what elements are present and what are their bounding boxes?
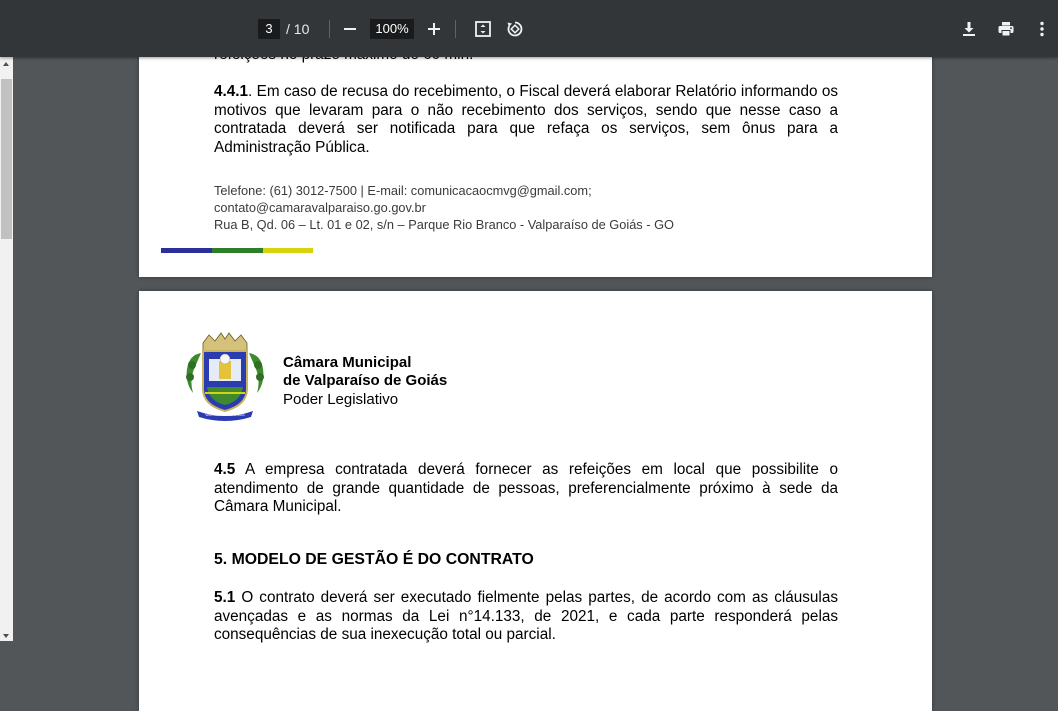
clause-number: 5.1 [214,589,236,606]
municipal-crest-logo [183,331,267,425]
download-icon[interactable] [957,17,981,41]
paragraph-4-4-1 [214,83,838,157]
pdf-page-previous [139,37,932,277]
scroll-down-icon[interactable] [3,634,9,638]
paragraph-5-1 [214,589,838,645]
paragraph-4-5 [214,461,838,517]
footer-contact-email: contato@camaravalparaiso.go.gov.br [214,200,426,215]
crest-ribbon-text: VALPARAÍSO DE GOIÁS [205,413,245,417]
clause-number: 4.5 [214,461,236,478]
zoom-in-icon[interactable] [422,17,446,41]
page-number-input[interactable]: 3 [258,19,280,39]
clause-text: A empresa contratada deverá fornecer as refeições em local que possibilite o atendimento de grande quantidade de pessoas, preferencialmente próximo à sede da Câmara Municipal. [214,461,838,515]
vertical-scrollbar[interactable] [0,57,13,641]
header-title-line1: Câmara Municipal [283,354,412,371]
footer-bar-yellow [263,248,313,253]
toolbar-divider [329,20,330,38]
document-viewer [0,57,1058,641]
header-title-line2: de Valparaíso de Goiás [283,372,448,389]
footer-bar-green [212,248,263,253]
toolbar-divider [455,20,456,38]
footer-bar-blue [161,248,212,253]
footer-phone-email: Telefone: (61) 3012-7500 | E-mail: comunicacaocmvg@gmail.com; [214,183,592,198]
section-heading-5: 5. MODELO DE GESTÃO É DO CONTRATO [214,551,534,568]
clause-number: 4.4.1 [214,83,249,100]
header-subtitle: Poder Legislativo [283,391,399,408]
fit-page-icon[interactable] [471,17,495,41]
pdf-toolbar [0,0,1058,57]
page-total-label: / 10 [286,21,310,37]
scroll-thumb[interactable] [1,79,12,239]
more-options-icon[interactable] [1030,17,1054,41]
rotate-icon[interactable] [503,17,527,41]
zoom-level-input[interactable]: 100% [370,19,414,39]
clause-text: . Em caso de recusa do recebimento, o Fiscal deverá elaborar Relatório informando os motivos que levaram para o não recebimento dos serviços, sendo que nesse caso a contratada deverá ser notificada para que refaça os serviços, sem ônus para a Administração Pública. [214,83,838,156]
scroll-up-icon[interactable] [3,62,9,66]
pdf-page-current [139,291,932,711]
footer-address: Rua B, Qd. 06 – Lt. 01 e 02, s/n – Parque Rio Branco - Valparaíso de Goiás - GO [214,217,674,232]
clause-text: O contrato deverá ser executado fielmente pelas partes, de acordo com as cláusulas avençadas e as normas da Lei n°14.133, de 2021, e cada parte responderá pelas consequências de sua inexecução total ou parcial. [214,589,838,643]
print-icon[interactable] [994,17,1018,41]
zoom-out-icon[interactable] [338,17,362,41]
